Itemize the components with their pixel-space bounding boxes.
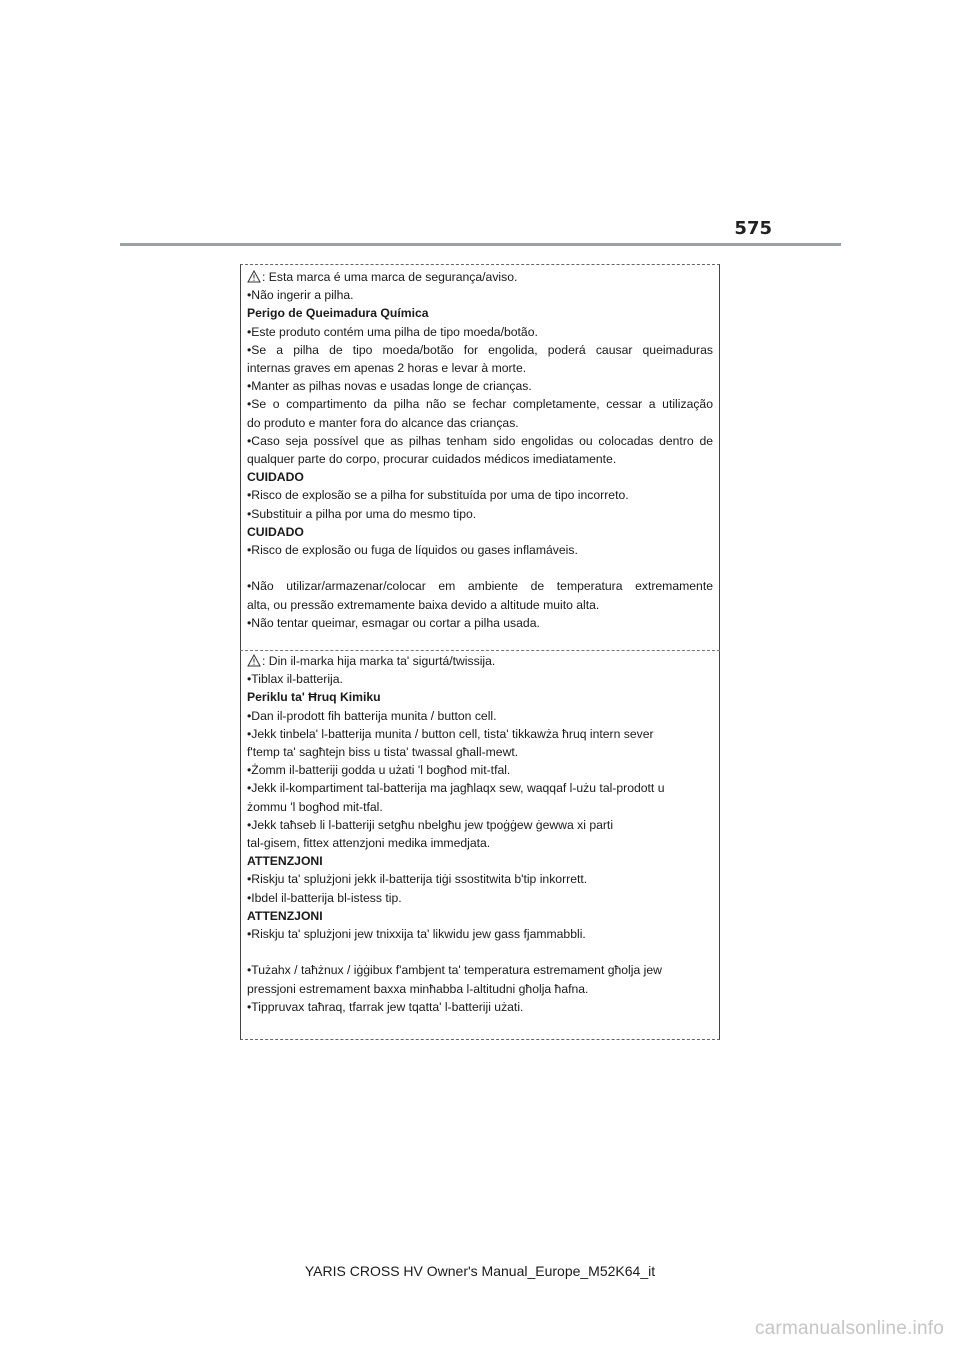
- spacer: [247, 559, 713, 577]
- text-line: •Riskju ta' splużjoni jew tnixxija ta' likwidu jew gass fjammabbli.: [247, 927, 586, 942]
- heading: ATTENZJONI: [247, 908, 323, 923]
- text-line: •Tużahx / taħżnux / iġġibux f'ambjent ta' temperatura estremament għolja jew: [247, 963, 662, 978]
- text-line: alta, ou pressão extremamente baixa devido a altitude muito alta.: [247, 597, 600, 612]
- page-number: 575: [734, 218, 772, 239]
- text-line: qualquer parte do corpo, procurar cuidados médicos imediatamente.: [247, 451, 617, 466]
- text-line: •Não utilizar/armazenar/colocar em ambiente de temperatura extremamente: [247, 579, 713, 594]
- text-line: •Riskju ta' splużjoni jekk il-batterija tiġi ssostitwita b'tip inkorrett.: [247, 872, 588, 887]
- text-line: •Tiblax il-batterija.: [247, 672, 343, 687]
- text-line: •Manter as pilhas novas e usadas longe de crianças.: [247, 379, 532, 394]
- text-line: •Substituir a pilha por uma do mesmo tipo.: [247, 506, 477, 521]
- text-line: •Este produto contém uma pilha de tipo moeda/botão.: [247, 324, 538, 339]
- text-line: internas graves em apenas 2 horas e levar à morte.: [247, 361, 527, 375]
- warning-line: [247, 268, 713, 286]
- heading: Periklu ta' Ħruq Kimiku: [247, 690, 381, 705]
- heading: CUIDADO: [247, 524, 304, 539]
- text-line: •Se a pilha de tipo moeda/botão for engolida, poderá causar queimaduras: [247, 342, 713, 357]
- text-line: tal-gisem, fittex attenzjoni medika immedjata.: [247, 836, 491, 851]
- text-line: •Ibdel il-batterija bl-istess tip.: [247, 890, 402, 905]
- language-divider: [240, 650, 720, 651]
- text-line: •Caso seja possível que as pilhas tenham sido engolidas ou colocadas dentro de: [247, 433, 713, 448]
- watermark: carmanualsonline.info: [754, 1318, 944, 1339]
- heading: CUIDADO: [247, 470, 304, 485]
- warning-text: : Din il-marka hija marka ta' sigurtá/twissija.: [262, 654, 496, 668]
- notice-portuguese: [247, 268, 713, 632]
- text-line: f'temp ta' sagħtejn biss u tista' twassal għall-mewt.: [247, 745, 519, 760]
- text-line: żommu 'l bogħod mit-tfal.: [247, 799, 383, 814]
- text-line: •Risco de explosão se a pilha for substituída por uma de tipo incorreto.: [247, 488, 629, 503]
- text-line: •Não ingerir a pilha.: [247, 288, 354, 303]
- text-line: •Não tentar queimar, esmagar ou cortar a pilha usada.: [247, 615, 540, 630]
- text-line: •Se o compartimento da pilha não se fechar completamente, cessar a utilização: [247, 397, 713, 412]
- text-line: •Jekk il-kompartiment tal-batterija ma jagħlaqx sew, waqqaf l-użu tal-prodott u: [247, 781, 665, 796]
- notice-maltese: [247, 652, 713, 1016]
- text-line: •Żomm il-batteriji godda u użati 'l bogħod mit-tfal.: [247, 763, 511, 778]
- warning-text: : Esta marca é uma marca de segurança/aviso.: [262, 270, 518, 284]
- heading: Perigo de Queimadura Química: [247, 306, 429, 321]
- text-line: pressjoni estremament baxxa minħabba l-altitudni għolja ħafna.: [247, 981, 589, 996]
- text-line: •Dan il-prodott fih batterija munita / button cell.: [247, 708, 497, 723]
- warning-triangle-icon: [247, 270, 261, 283]
- spacer: [247, 943, 713, 961]
- text-line: do produto e manter fora do alcance das crianças.: [247, 415, 519, 430]
- text-line: •Tippruvax taħraq, tfarrak jew tqatta' l-batteriji użati.: [247, 999, 524, 1014]
- header-rule: [120, 243, 841, 246]
- heading: ATTENZJONI: [247, 854, 323, 869]
- warning-triangle-icon: [247, 654, 261, 667]
- manual-footer: YARIS CROSS HV Owner's Manual_Europe_M52K64_it: [304, 1263, 656, 1279]
- text-line: •Risco de explosão ou fuga de líquidos ou gases inflamáveis.: [247, 543, 578, 557]
- text-line: •Jekk taħseb li l-batteriji setgħu nbelgħu jew tpoġġew ġewwa xi parti: [247, 817, 614, 832]
- warning-line: [247, 652, 713, 670]
- text-line: •Jekk tinbela' l-batterija munita / button cell, tista' tikkawża ħruq intern sever: [247, 726, 654, 741]
